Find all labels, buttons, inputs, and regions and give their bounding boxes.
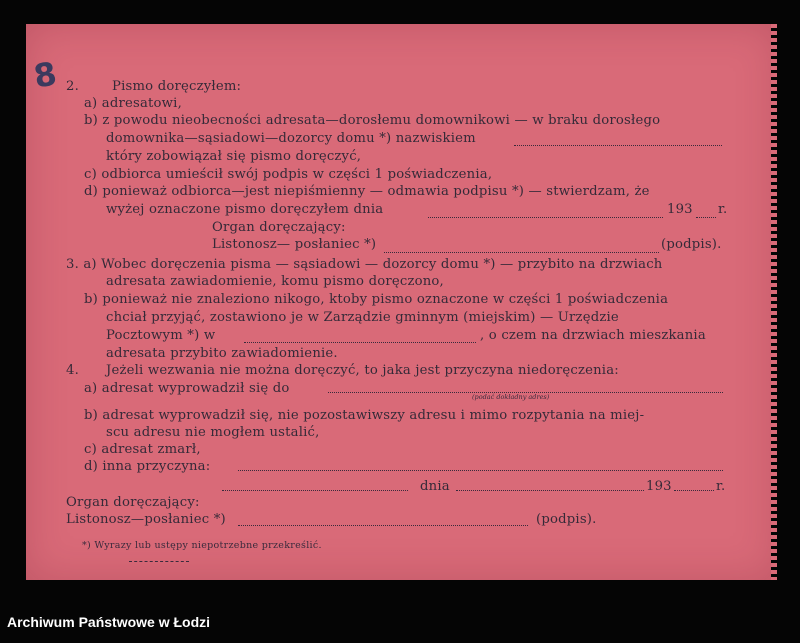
address-hint: (podać dokładny adres)	[472, 393, 550, 401]
footnote: *) Wyrazy lub ustępy niepotrzebne przekreślić.	[82, 540, 322, 551]
organ-label-1: Organ doręczający:	[212, 220, 346, 235]
perforated-edge	[771, 24, 777, 580]
section-4-b-cont: scu adresu nie mogłem ustalić,	[106, 425, 320, 440]
section-2-b-end: który zobowiązał się pismo doręczyć,	[106, 149, 362, 164]
place-line	[222, 490, 408, 491]
footnote-divider	[129, 561, 189, 562]
section-4-d: d) inna przyczyna:	[84, 459, 211, 474]
section-4-a: a) adresat wyprowadził się do	[84, 381, 290, 396]
year-line-1	[696, 217, 716, 218]
section-3-a-cont: adresata zawiadomienie, komu pismo doręczono,	[106, 274, 444, 289]
date-label-2: dnia	[420, 479, 450, 494]
section-2-b: b) z powodu nieobecności adresata—dorosłemu domownikowi — w braku dorosłego	[84, 113, 661, 128]
date-line-2	[456, 490, 644, 491]
organ-label-2: Organ doręczający:	[66, 495, 200, 510]
year-suffix-2: r.	[716, 479, 726, 494]
section-2-num: 2.	[66, 79, 79, 94]
office-line	[244, 342, 476, 343]
section-3-b-door: , o czem na drzwiach mieszkania	[480, 328, 706, 343]
signature-label-2: (podpis).	[536, 512, 597, 527]
signature-line-2	[238, 525, 528, 526]
handwritten-mark: 8	[30, 54, 60, 96]
section-2-c: c) odbiorca umieścił swój podpis w części 1 poświadczenia,	[84, 167, 493, 182]
postman-label-2: Listonosz—posłaniec *)	[66, 512, 226, 527]
section-3-a: 3. a) Wobec doręczenia pisma — sąsiadowi — dozorcy domu *) — przybito na drzwiach	[66, 257, 663, 272]
section-2-b-cont: domownika—sąsiadowi—dozorcy domu *) nazwiskiem	[106, 131, 476, 146]
year-prefix-1: 193	[667, 202, 693, 217]
section-4-b: b) adresat wyprowadził się, nie pozostawiwszy adresu i mimo rozpytania na miej-	[84, 408, 645, 423]
date-line-1	[428, 217, 663, 218]
section-3-b: b) ponieważ nie znaleziono nikogo, ktoby pismo oznaczone w części 1 poświadczenia	[84, 292, 669, 307]
section-4-num: 4.	[66, 363, 79, 378]
signature-line-1	[384, 252, 659, 253]
surname-line	[514, 145, 722, 146]
section-2-title: Pismo doręczyłem:	[112, 79, 242, 94]
year-line-2	[674, 490, 714, 491]
archive-caption: Archiwum Państwowe w Łodzi	[7, 614, 211, 630]
signature-label-1: (podpis).	[661, 237, 722, 252]
year-prefix-2: 193	[646, 479, 672, 494]
section-4-c: c) adresat zmarł,	[84, 442, 201, 457]
postman-label-1: Listonosz— posłaniec *)	[212, 237, 377, 252]
section-3-b-office: Pocztowym *) w	[106, 328, 216, 343]
other-reason-line	[238, 470, 723, 471]
section-3-b-cont: chciał przyjąć, zostawiono je w Zarządzie gminnym (miejskim) — Urzędzie	[106, 310, 619, 325]
section-3-b-end: adresata przybito zawiadomienie.	[106, 346, 338, 361]
section-2-d-date-text: wyżej oznaczone pismo doręczyłem dnia	[106, 202, 384, 217]
section-2-d: d) ponieważ odbiorca—jest niepiśmienny — odmawia podpisu *) — stwierdzam, że	[84, 184, 650, 199]
delivery-form-sheet	[26, 24, 777, 580]
section-2-a: a) adresatowi,	[84, 96, 182, 111]
year-suffix-1: r.	[718, 202, 728, 217]
section-4-title: Jeżeli wezwania nie można doręczyć, to jaka jest przyczyna niedoręczenia:	[106, 363, 619, 378]
